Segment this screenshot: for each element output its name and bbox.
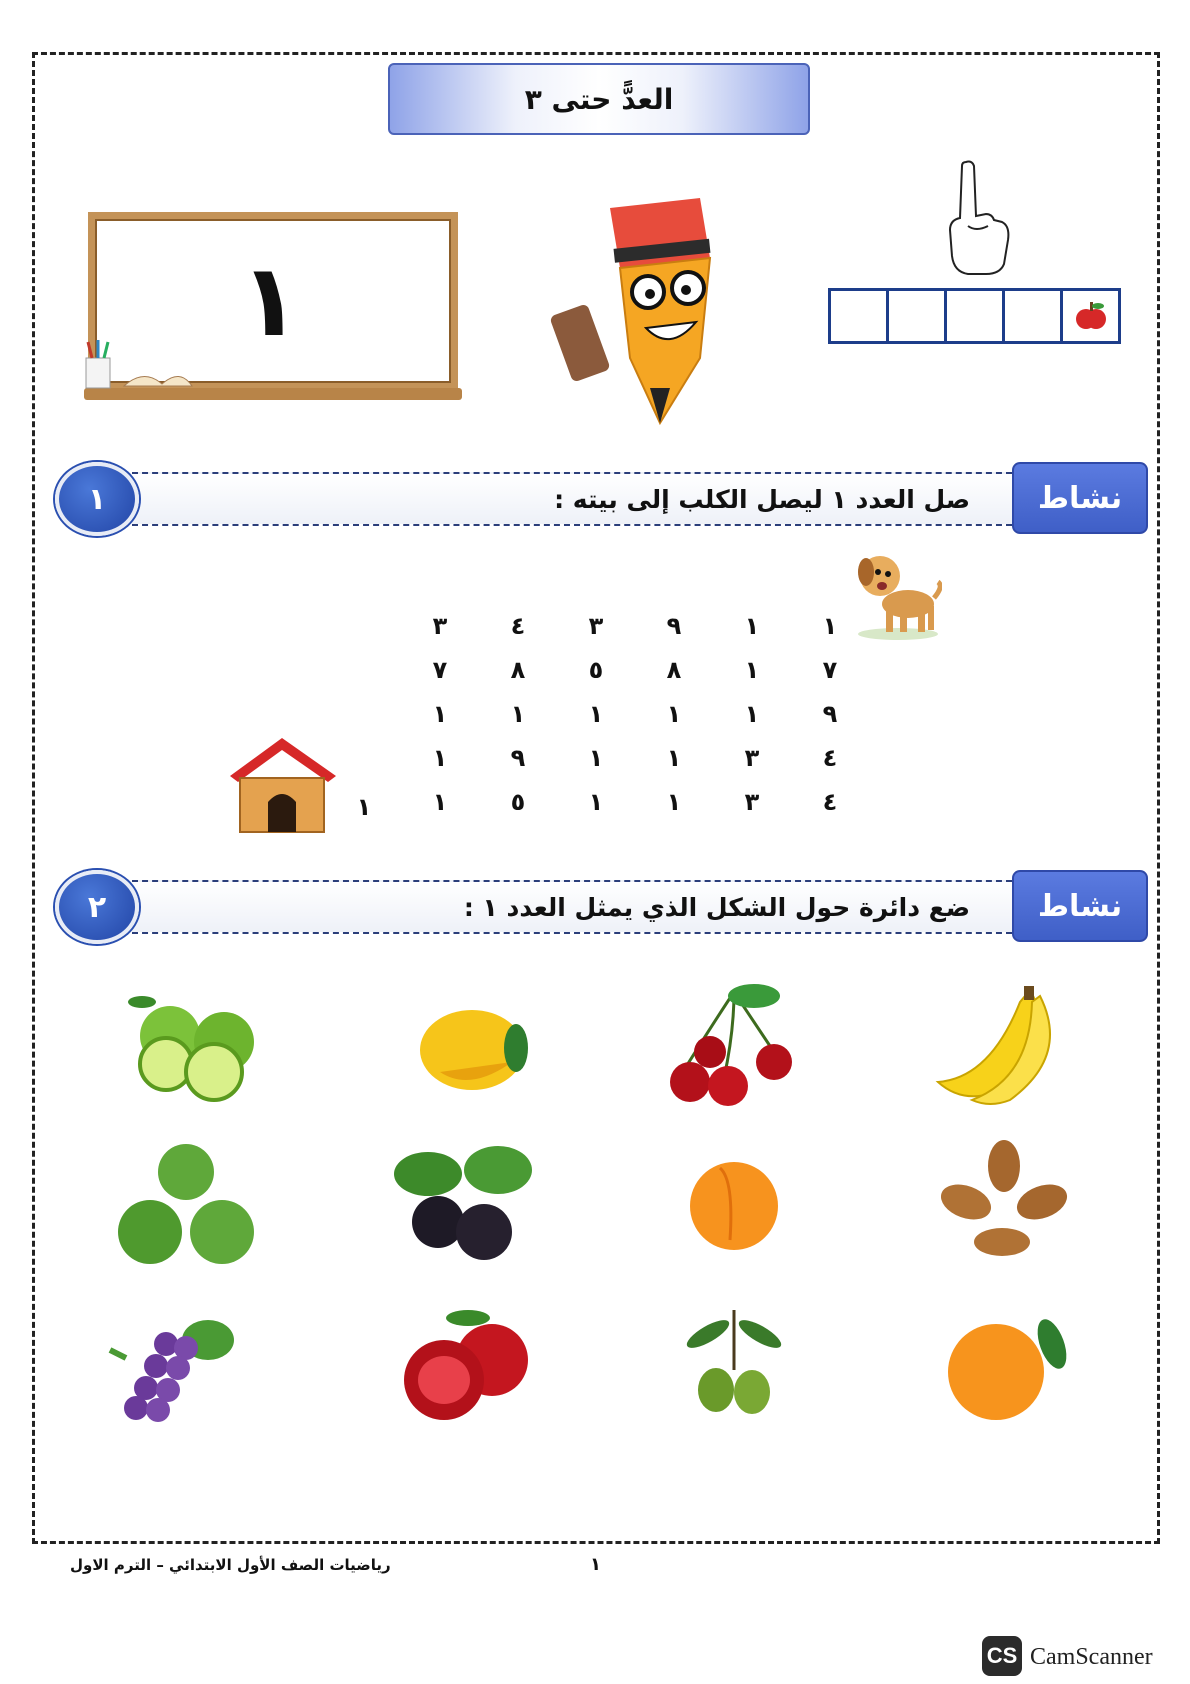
camscanner-watermark: CamScanner [1030,1644,1153,1670]
maze-cell[interactable]: ١ [588,744,604,772]
maze-cell[interactable]: ٤ [510,612,526,640]
counting-boxes [828,288,1134,344]
activity-2-instruction: ضع دائرة حول الشكل الذي يمثل العدد ١ : [463,892,970,922]
grapes-icon[interactable] [96,1300,246,1430]
maze-cell[interactable]: ١ [588,788,604,816]
number-maze [420,608,850,818]
maze-cell[interactable]: ٣ [744,744,760,772]
limes-icon[interactable] [120,982,270,1112]
pencil-mascot-icon [550,188,740,428]
maze-cell[interactable]: ١ [432,788,448,816]
maze-cell[interactable]: ٣ [432,612,448,640]
activity-2-number-badge: ٢ [55,870,139,944]
footer-page-number: ١ [590,1554,601,1575]
maze-cell[interactable]: ١ [510,700,526,728]
maze-cell[interactable]: ٥ [510,788,526,816]
activity-1-instruction: صل العدد ١ ليصل الكلب إلى بيته : [554,484,970,514]
blackberries-icon[interactable] [388,1140,538,1270]
maze-row [420,696,850,740]
board-digit: ١ [239,241,301,359]
dog-house-icon [224,732,340,836]
banana-bunch-icon[interactable] [920,982,1070,1112]
almonds-icon[interactable] [930,1140,1080,1270]
camscanner-logo-icon: CS [982,1636,1022,1676]
maze-row [420,608,850,652]
dog-icon [852,546,942,642]
maze-cell[interactable]: ١ [432,700,448,728]
maze-cell[interactable]: ٧ [432,656,448,684]
page-title: العدًّ حتى ٣ [388,63,810,135]
empty-box [944,288,1005,344]
empty-box [828,288,889,344]
maze-cell[interactable]: ٣ [744,788,760,816]
pomegranates-icon[interactable] [388,1300,538,1430]
cabbages-icon[interactable] [110,1140,260,1270]
maze-cell[interactable]: ١ [744,612,760,640]
maze-cell[interactable]: ٧ [822,656,838,684]
activity-1-tag: نشاط [1012,462,1148,534]
maze-row [420,740,850,784]
apricot-icon[interactable] [660,1140,810,1270]
mango-icon[interactable] [400,992,550,1122]
apple-box [1060,288,1121,344]
maze-cell[interactable]: ١ [744,656,760,684]
books-pencils-icon [84,340,194,392]
activity-1-number-badge: ١ [55,462,139,536]
maze-cell[interactable]: ١ [666,744,682,772]
maze-cell[interactable]: ٩ [510,744,526,772]
maze-cell[interactable]: ٩ [666,612,682,640]
maze-cell[interactable]: ٤ [822,744,838,772]
empty-box [1002,288,1063,344]
maze-cell[interactable]: ١ [432,744,448,772]
maze-cell[interactable]: ٨ [666,656,682,684]
cherries-icon[interactable] [654,982,804,1112]
maze-row [420,784,850,828]
maze-cell[interactable]: ٥ [588,656,604,684]
apple-icon [1073,298,1109,334]
maze-cell[interactable]: ٤ [822,788,838,816]
maze-cell[interactable]: ١ [666,700,682,728]
footer-subject: رياضيات الصف الأول الابتدائي – الترم الاول [70,1556,391,1574]
maze-cell[interactable]: ٣ [588,612,604,640]
empty-box [886,288,947,344]
maze-cell[interactable]: ١ [744,700,760,728]
activity-2-tag: نشاط [1012,870,1148,942]
maze-cell-extra[interactable]: ١ [356,793,372,821]
olives-icon[interactable] [660,1300,810,1430]
one-finger-hand-icon [946,160,1012,276]
orange-icon[interactable] [930,1300,1080,1430]
maze-row [420,652,850,696]
maze-cell[interactable]: ١ [822,612,838,640]
maze-cell[interactable]: ٩ [822,700,838,728]
maze-cell[interactable]: ٨ [510,656,526,684]
maze-cell[interactable]: ١ [588,700,604,728]
maze-cell[interactable]: ١ [666,788,682,816]
